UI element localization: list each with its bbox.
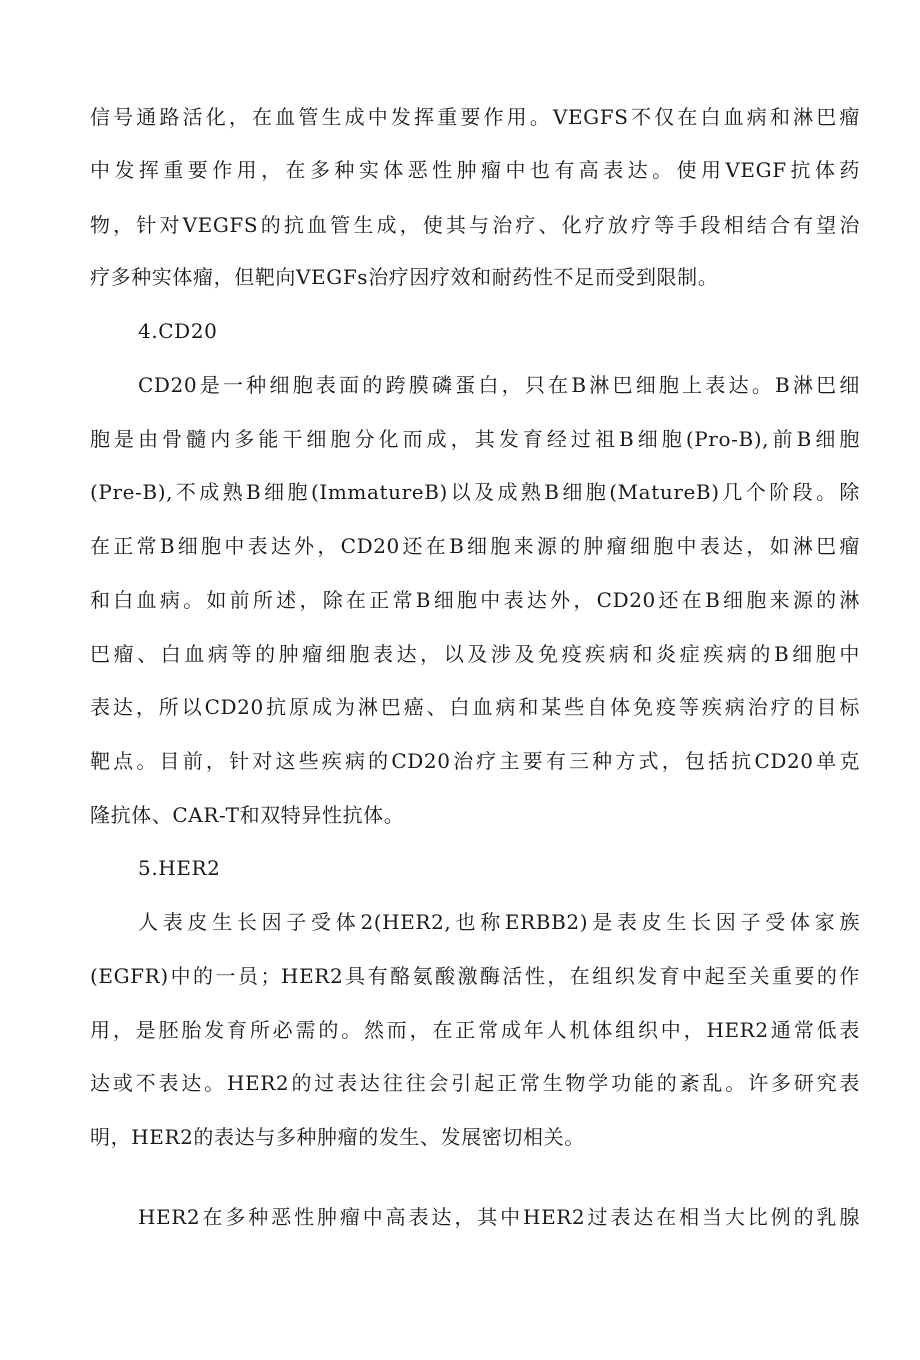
- text-line: 表达，所以CD20抗原成为淋巴癌、白血病和某些自体免疫等疾病治疗的目标: [90, 695, 860, 719]
- text-line: 靶点。目前，针对这些疾病的CD20治疗主要有三种方式，包括抗CD20单克: [90, 749, 860, 773]
- text-line: 和白血病。如前所述，除在正常B细胞中表达外，CD20还在B细胞来源的淋: [90, 588, 860, 612]
- text-line: 物，针对VEGFS的抗血管生成，使其与治疗、化疗放疗等手段相结合有望治: [90, 213, 860, 237]
- text-line: 巴瘤、白血病等的肿瘤细胞表达，以及涉及免疫疾病和炎症疾病的B细胞中: [90, 642, 860, 666]
- section-heading-cd20: 4.CD20: [138, 319, 218, 343]
- text-line: 达或不表达。HER2的过表达往往会引起正常生物学功能的紊乱。许多研究表: [90, 1071, 860, 1095]
- text-line: 中发挥重要作用，在多种实体恶性肿瘤中也有高表达。使用VEGF抗体药: [90, 158, 860, 182]
- text-line: 胞是由骨髓内多能干细胞分化而成，其发育经过祖B细胞(Pro-B),前B细胞: [90, 427, 860, 451]
- text-line: HER2在多种恶性肿瘤中高表达，其中HER2过表达在相当大比例的乳腺: [138, 1205, 860, 1229]
- text-line: 在正常B细胞中表达外，CD20还在B细胞来源的肿瘤细胞中表达，如淋巴瘤: [90, 534, 860, 558]
- text-line: 用，是胚胎发育所必需的。然而，在正常成年人机体组织中，HER2通常低表: [90, 1018, 860, 1042]
- text-line: CD20是一种细胞表面的跨膜磷蛋白，只在B淋巴细胞上表达。B淋巴细: [138, 373, 860, 397]
- text-line: 隆抗体、CAR-T和双特异性抗体。: [90, 803, 405, 827]
- text-line: 疗多种实体瘤，但靶向VEGFs治疗因疗效和耐药性不足而受到限制。: [90, 265, 719, 289]
- text-line: 人表皮生长因子受体2(HER2,也称ERBB2)是表皮生长因子受体家族: [138, 910, 860, 934]
- text-line: (Pre-B),不成熟B细胞(ImmatureB)以及成熟B细胞(MatureB)几个阶段。除: [90, 480, 860, 504]
- text-line: 信号通路活化，在血管生成中发挥重要作用。VEGFS不仅在白血病和淋巴瘤: [90, 105, 860, 129]
- text-line: (EGFR)中的一员；HER2具有酪氨酸激酶活性，在组织发育中起至关重要的作: [90, 964, 860, 988]
- section-heading-her2: 5.HER2: [138, 856, 221, 880]
- text-line: 明，HER2的表达与多种肿瘤的发生、发展密切相关。: [90, 1125, 585, 1149]
